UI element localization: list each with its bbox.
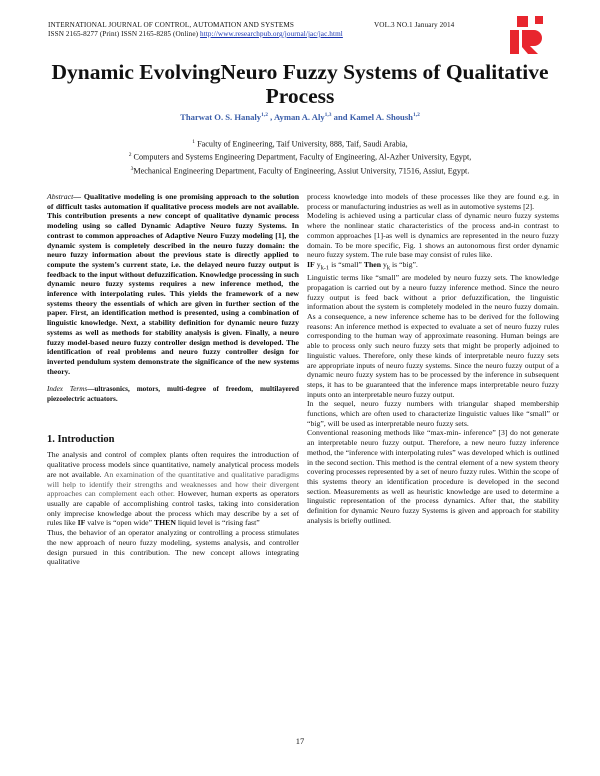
left-column <box>47 192 299 567</box>
intro-text: The analysis and control of complex plants often requires the introduction of qualitative process models since quantitative, namely analytical process models are not available. <box>47 450 299 479</box>
journal-logo-icon <box>506 14 546 56</box>
rule-var: y <box>314 259 321 269</box>
logo-square <box>517 16 528 27</box>
rule-var: y <box>381 259 387 269</box>
affiliation-sup: 2 <box>128 152 132 159</box>
body-paragraph: Linguistic terms like “small” are modeled by neuro fuzzy sets. The knowledge propagation is carried out by a neuro fuzzy inference method. Since the neuro fuzzy output is feed back without a prior defuzzification, the linguistic information about the system is completely modeled in the neuro fuzzy domain. As a consequence, a new inference scheme has to be derived for the following reasons: An inference method is expected to evaluate a set of neuro fuzzy rules corresponding to the human way of approximate reasoning. Human beings are able to process only such neuro fuzzy sets that might be properly adjoined to linguistic values. Therefore, only these kinds of interpretable neuro fuzzy sets are appropriate inputs of neuro fuzzy systems. Since the neuro fuzzy output of a dynamic neuro fuzzy system has to be processed by the inference in subsequent steps, it has to be guaranteed that the inference maps interpretable neuro fuzzy inputs onto an interpretable neuro fuzzy output. <box>307 273 559 399</box>
abstract-text: Qualitative modeling is one promising approach to the solution of difficult tasks automation if qualitative process models are not available. This contribution presents a new concept of qualitative dynamic process modeling using so called Dynamic Adaptive Neuro fuzzy Systems. In contrast to common approaches of Adaptive Neuro Fuzzy modeling [1], the dynamic system is completely described in the neuro fuzzy domain: the neuro fuzzy information about the previous state is directly applied to compute the system’s current state, i.e. the delayed neuro fuzzy output is feedback to the input without defuzzification. Knowledge processing in such dynamic neuro fuzzy systems requires a new inference method, the inference with interpolating rules. This yields the framework of a new systems theory the essentials of which are given in further section of the paper. First, an identification method is presented, using a combination of linguistic knowledge. Next, a stability definition for dynamic neuro fuzzy systems as well as methods for stability analysis is given. Finally, a neuro fuzzy model-based neuro fuzzy controller design method is developed. The identification of real problems and neuro fuzzy controller design for inverted pendulum system demonstrate the significance of the new systems theory. <box>47 192 300 376</box>
author-name: Ayman A. Aly <box>273 112 325 122</box>
right-column <box>307 192 559 525</box>
issn-row <box>48 30 548 39</box>
author-list <box>40 112 560 122</box>
abstract-label: Abstract <box>47 192 74 201</box>
affiliation-text: Mechanical Engineering Department, Faculty of Engineering, Assiut University, 71516, Assiut, Egypt. <box>133 166 470 176</box>
affiliation-sup: 3 <box>130 165 134 172</box>
body-paragraph: In the sequel, neuro fuzzy numbers with triangular shaped membership functions, which are often used to characterize linguistic values like “small” or “big”, will be used as interpretable neuro fuzzy sets. <box>307 399 559 428</box>
affiliation-line <box>40 164 560 177</box>
logo-bar-left <box>510 30 519 54</box>
keyword-if: IF <box>307 259 315 269</box>
index-terms-text: —ultrasonics, motors, multi-degree of freedom, multilayered piezoelectric actuators. <box>47 385 299 404</box>
author-sup: 1,2 <box>261 112 268 119</box>
body-paragraph: process knowledge into models of these processes like they are found e.g. in process or manufacturing industries as well as in automotive systems [2]. <box>307 192 559 211</box>
author-sup: 1,2 <box>412 112 420 119</box>
volume-info: VOL.3 NO.1 January 2014 <box>374 21 455 29</box>
author-name: Tharwat O. S. Hanaly <box>180 112 262 122</box>
rule-subscript: k <box>386 264 391 272</box>
keyword-if: IF <box>77 518 86 528</box>
rule-subscript: k-1 <box>320 264 330 272</box>
affiliation-line <box>40 137 560 150</box>
affiliations <box>40 137 560 177</box>
logo-small-square <box>535 16 543 24</box>
running-header <box>48 21 548 39</box>
author-sep: and <box>331 112 350 122</box>
keyword-then: THEN <box>153 518 176 528</box>
intro-paragraph <box>47 450 299 528</box>
section-heading: 1. Introduction <box>47 433 115 445</box>
intro-text-gray: An examination of the quantitative and qualitative paradigms will help to identify their strengths and weaknesses and how their divergent approaches can complement each other. <box>47 469 300 499</box>
paper-title: Dynamic EvolvingNeuro Fuzzy Systems of Qualitative Process <box>51 60 549 108</box>
affiliation-sup: 1 <box>192 139 196 145</box>
rule-example <box>307 260 559 273</box>
body-paragraph: Conventional reasoning methods like “max-min- inference” [3] do not generate an interpretable neuro fuzzy output. Therefore, a new neuro fuzzy inference method, the “inference with interpolating rules” was developed which is outlined in the second section. This method is the central element of a new system theory covering processes represented by a set of neuro fuzzy rules. Within the scope of this systems theory an identification procedure is developed in the second section. Measurements as well as heuristic knowledge are used to determine a linguistic representation of the process dynamics. After that, the stability definition for dynamic Neuro fuzzy Systems is given and approach for stability analysis is briefly outlined. <box>307 428 559 525</box>
rule-text: is “small” <box>329 259 364 269</box>
intro-text: liquid level is “rising fast” <box>175 518 260 528</box>
index-terms <box>47 385 299 404</box>
abstract <box>47 192 299 376</box>
journal-url-link[interactable]: http://www.researchpub.org/journal/jac/jac.html <box>200 30 343 38</box>
body-paragraph: Modeling is achieved using a particular class of dynamic neuro fuzzy systems where the nonlinear static characteristics of the process and-in contrast to common approaches [1]-as well is dynamics are represented in the neuro fuzzy domain. To be more specific, Fig. 1 shows an autonomous first order dynamic neuro fuzzy system. The rule base may consist of rules like. <box>307 211 559 260</box>
header-row <box>48 21 548 30</box>
abstract-dash: — <box>73 192 84 201</box>
intro-text: valve is “open wide” <box>85 518 154 528</box>
journal-name: INTERNATIONAL JOURNAL OF CONTROL, AUTOMATION AND SYSTEMS <box>48 21 294 29</box>
page-number: 17 <box>295 736 305 746</box>
rule-text: is “big”. <box>390 259 418 269</box>
logo-r-shape <box>522 30 542 54</box>
author-name: Kamel A. Shoush <box>349 112 413 122</box>
affiliation-text: Computers and Systems Engineering Department, Faculty of Engineering, Al-Azher University, Egypt, <box>131 153 472 163</box>
intro-paragraph: Thus, the behavior of an operator analyzing or controlling a process stimulates the new approach of neuro fuzzy modeling, systems analysis, and controller design pursued in this contribution. The new concept allows integrating qualitative <box>47 528 299 567</box>
intro-text: However, human experts as operators usually are capable of accomplishing control tasks, taking into consideration only imprecise knowledge about the process which may describe by a set of rules like <box>47 489 300 528</box>
affiliation-line <box>40 150 560 163</box>
author-sup: 1,3 <box>324 112 332 119</box>
affiliation-text: Faculty of Engineering, Taif University, 888, Taif, Saudi Arabia, <box>195 139 408 149</box>
keyword-then: Then <box>363 259 382 269</box>
issn-text: ISSN 2165-8277 (Print) ISSN 2165-8285 (Online) <box>48 30 201 38</box>
author-sep: , <box>267 112 274 122</box>
index-terms-label: Index Terms <box>47 385 88 394</box>
